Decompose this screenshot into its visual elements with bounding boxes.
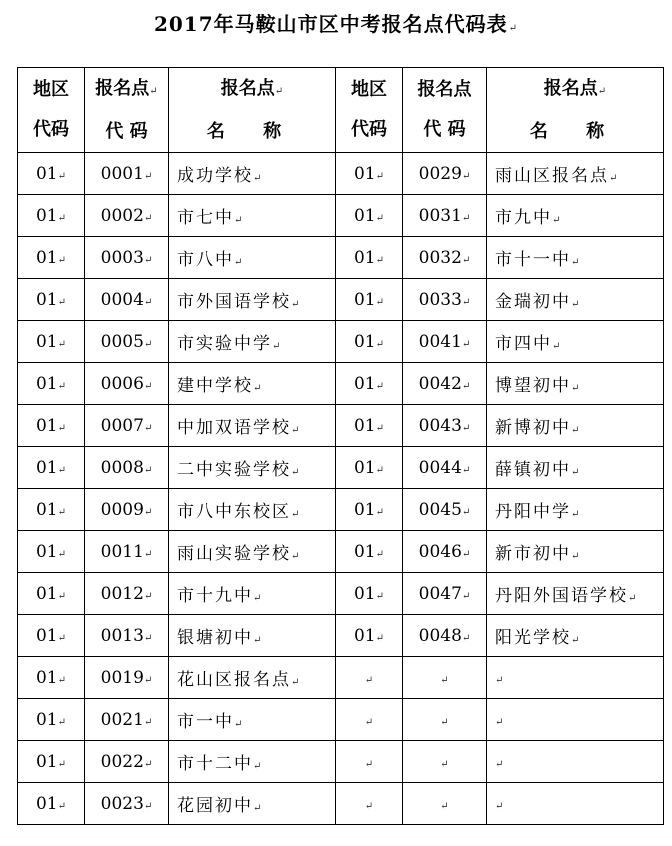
paragraph-mark-icon: ↵	[461, 254, 471, 266]
left-name-cell: 市十二中↵	[169, 741, 336, 783]
paragraph-mark-icon: ↵	[461, 590, 471, 602]
paragraph-mark-icon: ↵	[375, 338, 385, 350]
header-site-code: 报名点↵ 代 码	[85, 68, 169, 153]
paragraph-mark-icon: ↵	[291, 425, 300, 436]
paragraph-mark-icon: ↵	[571, 299, 580, 310]
paragraph-mark-icon: ↵	[628, 593, 637, 604]
paragraph-mark-icon: ↵	[440, 716, 449, 728]
left-region-cell: 01↵	[18, 531, 85, 573]
left-name-cell: 市实验中学↵	[169, 321, 336, 363]
paragraph-mark-icon: ↵	[571, 509, 580, 520]
registration-code-table	[17, 67, 664, 825]
paragraph-mark-icon: ↵	[57, 800, 67, 812]
right-code-cell: 0029↵	[403, 153, 487, 195]
paragraph-mark-icon: ↵	[57, 380, 67, 392]
paragraph-mark-icon: ↵	[440, 800, 449, 812]
paragraph-mark-icon: ↵	[57, 716, 67, 728]
left-code-cell: 0008↵	[85, 447, 169, 489]
left-code-cell: 0007↵	[85, 405, 169, 447]
paragraph-mark-icon: ↵	[461, 422, 471, 434]
paragraph-mark-icon: ↵	[609, 173, 618, 184]
left-region-cell: 01↵	[18, 405, 85, 447]
paragraph-mark-icon: ↵	[461, 632, 471, 644]
right-region-cell: 01↵	[336, 447, 403, 489]
paragraph-mark-icon: ↵	[234, 719, 243, 730]
paragraph-mark-icon: ↵	[571, 425, 580, 436]
right-name-cell: 市九中↵	[487, 195, 664, 237]
left-region-cell: 01↵	[18, 237, 85, 279]
table-row	[18, 489, 664, 531]
table-row	[18, 531, 664, 573]
left-code-cell: 0022↵	[85, 741, 169, 783]
left-code-cell: 0002↵	[85, 195, 169, 237]
right-region-cell	[336, 783, 403, 825]
right-name-cell: 薛镇初中↵	[487, 447, 664, 489]
left-code-cell: 0012↵	[85, 573, 169, 615]
paragraph-mark-icon: ↵	[375, 590, 385, 602]
right-region-cell: 01↵	[336, 195, 403, 237]
paragraph-mark-icon: ↵	[571, 383, 580, 394]
table-row	[18, 153, 664, 195]
paragraph-mark-icon: ↵	[143, 338, 153, 350]
paragraph-mark-icon: ↵	[364, 758, 374, 770]
paragraph-mark-icon: ↵	[495, 800, 504, 812]
right-name-cell: 市四中↵	[487, 321, 664, 363]
left-code-cell: 0009↵	[85, 489, 169, 531]
paragraph-mark-icon: ↵	[495, 716, 504, 728]
left-region-cell: 01↵	[18, 195, 85, 237]
paragraph-mark-icon: ↵	[253, 635, 262, 646]
left-region-cell: 01↵	[18, 783, 85, 825]
table-row	[18, 279, 664, 321]
paragraph-mark-icon: ↵	[143, 464, 153, 476]
left-region-cell: 01↵	[18, 447, 85, 489]
left-region-cell: 01↵	[18, 699, 85, 741]
left-code-cell: 0021↵	[85, 699, 169, 741]
paragraph-mark-icon: ↵	[375, 548, 385, 560]
paragraph-mark-icon: ↵	[375, 170, 385, 182]
right-region-cell: 01↵	[336, 279, 403, 321]
left-name-cell: 花山区报名点↵	[169, 657, 336, 699]
paragraph-mark-icon: ↵	[508, 23, 519, 34]
right-code-cell: 0047↵	[403, 573, 487, 615]
right-region-cell: 01↵	[336, 615, 403, 657]
table-row	[18, 657, 664, 699]
right-code-cell: 0031↵	[403, 195, 487, 237]
paragraph-mark-icon: ↵	[143, 422, 153, 434]
paragraph-mark-icon: ↵	[461, 506, 471, 518]
paragraph-mark-icon: ↵	[57, 590, 67, 602]
table-row	[18, 741, 664, 783]
right-region-cell: 01↵	[336, 531, 403, 573]
left-region-cell: 01↵	[18, 489, 85, 531]
left-region-cell: 01↵	[18, 573, 85, 615]
right-name-cell: 丹阳外国语学校↵	[487, 573, 664, 615]
right-name-cell	[487, 783, 664, 825]
paragraph-mark-icon: ↵	[143, 674, 153, 686]
right-name-cell: 金瑞初中↵	[487, 279, 664, 321]
left-region-cell: 01↵	[18, 153, 85, 195]
right-code-cell	[403, 699, 487, 741]
left-code-cell: 0013↵	[85, 615, 169, 657]
paragraph-mark-icon: ↵	[375, 506, 385, 518]
right-region-cell: 01↵	[336, 489, 403, 531]
paragraph-mark-icon: ↵	[375, 212, 385, 224]
paragraph-mark-icon: ↵	[440, 758, 449, 770]
right-name-cell: 新博初中↵	[487, 405, 664, 447]
paragraph-mark-icon: ↵	[552, 341, 561, 352]
paragraph-mark-icon: ↵	[143, 716, 153, 728]
paragraph-mark-icon: ↵	[571, 257, 580, 268]
paragraph-mark-icon: ↵	[57, 212, 67, 224]
paragraph-mark-icon: ↵	[253, 593, 262, 604]
left-name-cell: 市十九中↵	[169, 573, 336, 615]
table-row	[18, 447, 664, 489]
paragraph-mark-icon: ↵	[461, 380, 471, 392]
left-code-cell: 0001↵	[85, 153, 169, 195]
header-site-name: 报名点↵ 名 称	[169, 68, 336, 153]
left-name-cell: 市一中↵	[169, 699, 336, 741]
paragraph-mark-icon: ↵	[571, 635, 580, 646]
paragraph-mark-icon: ↵	[291, 467, 300, 478]
left-name-cell: 建中学校↵	[169, 363, 336, 405]
paragraph-mark-icon: ↵	[143, 380, 153, 392]
paragraph-mark-icon: ↵	[57, 254, 67, 266]
paragraph-mark-icon: ↵	[375, 632, 385, 644]
right-name-cell	[487, 699, 664, 741]
right-code-cell: 0046↵	[403, 531, 487, 573]
left-region-cell: 01↵	[18, 741, 85, 783]
paragraph-mark-icon: ↵	[143, 800, 153, 812]
left-name-cell: 中加双语学校↵	[169, 405, 336, 447]
paragraph-mark-icon: ↵	[291, 299, 300, 310]
right-code-cell: 0043↵	[403, 405, 487, 447]
paragraph-mark-icon: ↵	[143, 170, 153, 182]
paragraph-mark-icon: ↵	[375, 464, 385, 476]
right-code-cell: 0033↵	[403, 279, 487, 321]
table-row	[18, 615, 664, 657]
table-header-row	[18, 68, 664, 153]
left-name-cell: 市七中↵	[169, 195, 336, 237]
right-code-cell: 0032↵	[403, 237, 487, 279]
paragraph-mark-icon: ↵	[57, 422, 67, 434]
right-code-cell: 0048↵	[403, 615, 487, 657]
paragraph-mark-icon: ↵	[57, 674, 67, 686]
paragraph-mark-icon: ↵	[57, 506, 67, 518]
paragraph-mark-icon: ↵	[461, 212, 471, 224]
right-code-cell	[403, 741, 487, 783]
paragraph-mark-icon: ↵	[143, 590, 153, 602]
header-region-code: 地区 代码	[18, 68, 85, 153]
document-title	[0, 8, 672, 37]
paragraph-mark-icon: ↵	[461, 170, 471, 182]
paragraph-mark-icon: ↵	[57, 338, 67, 350]
right-region-cell	[336, 699, 403, 741]
table-row	[18, 321, 664, 363]
paragraph-mark-icon: ↵	[571, 467, 580, 478]
paragraph-mark-icon: ↵	[253, 173, 262, 184]
paragraph-mark-icon: ↵	[291, 551, 300, 562]
right-region-cell	[336, 657, 403, 699]
paragraph-mark-icon: ↵	[375, 422, 385, 434]
paragraph-mark-icon: ↵	[234, 215, 243, 226]
paragraph-mark-icon: ↵	[253, 383, 262, 394]
table-row	[18, 699, 664, 741]
paragraph-mark-icon: ↵	[291, 677, 300, 688]
left-name-cell: 雨山实验学校↵	[169, 531, 336, 573]
paragraph-mark-icon: ↵	[143, 548, 153, 560]
table-row	[18, 195, 664, 237]
right-name-cell: 雨山区报名点↵	[487, 153, 664, 195]
paragraph-mark-icon: ↵	[461, 464, 471, 476]
paragraph-mark-icon: ↵	[143, 254, 153, 266]
header-region-code: 地区 代码	[336, 68, 403, 153]
paragraph-mark-icon: ↵	[57, 632, 67, 644]
right-name-cell: 市十一中↵	[487, 237, 664, 279]
paragraph-mark-icon: ↵	[253, 803, 262, 814]
table-row	[18, 363, 664, 405]
header-site-name: 报名点↵ 名 称	[487, 68, 664, 153]
paragraph-mark-icon: ↵	[143, 506, 153, 518]
right-region-cell	[336, 741, 403, 783]
right-code-cell: 0041↵	[403, 321, 487, 363]
table-row	[18, 783, 664, 825]
paragraph-mark-icon: ↵	[57, 758, 67, 770]
paragraph-mark-icon: ↵	[364, 800, 374, 812]
left-code-cell: 0006↵	[85, 363, 169, 405]
right-name-cell: 阳光学校↵	[487, 615, 664, 657]
left-code-cell: 0004↵	[85, 279, 169, 321]
right-name-cell	[487, 657, 664, 699]
paragraph-mark-icon: ↵	[291, 509, 300, 520]
right-name-cell: 博望初中↵	[487, 363, 664, 405]
right-name-cell: 新市初中↵	[487, 531, 664, 573]
paragraph-mark-icon: ↵	[272, 341, 281, 352]
right-region-cell: 01↵	[336, 153, 403, 195]
left-name-cell: 银塘初中↵	[169, 615, 336, 657]
paragraph-mark-icon: ↵	[552, 215, 561, 226]
paragraph-mark-icon: ↵	[461, 338, 471, 350]
table-row	[18, 237, 664, 279]
paragraph-mark-icon: ↵	[375, 254, 385, 266]
right-region-cell: 01↵	[336, 363, 403, 405]
paragraph-mark-icon: ↵	[143, 212, 153, 224]
document-title-text: 2017年马鞍山市区中考报名点代码表	[153, 12, 508, 36]
left-code-cell: 0003↵	[85, 237, 169, 279]
paragraph-mark-icon: ↵	[375, 380, 385, 392]
right-code-cell	[403, 783, 487, 825]
paragraph-mark-icon: ↵	[495, 758, 504, 770]
left-code-cell: 0019↵	[85, 657, 169, 699]
paragraph-mark-icon: ↵	[57, 548, 67, 560]
paragraph-mark-icon: ↵	[495, 674, 504, 686]
paragraph-mark-icon: ↵	[143, 758, 153, 770]
left-name-cell: 花园初中↵	[169, 783, 336, 825]
paragraph-mark-icon: ↵	[234, 257, 243, 268]
paragraph-mark-icon: ↵	[571, 551, 580, 562]
left-region-cell: 01↵	[18, 615, 85, 657]
left-region-cell: 01↵	[18, 321, 85, 363]
left-name-cell: 成功学校↵	[169, 153, 336, 195]
left-name-cell: 市八中↵	[169, 237, 336, 279]
right-code-cell: 0044↵	[403, 447, 487, 489]
right-name-cell	[487, 741, 664, 783]
paragraph-mark-icon: ↵	[57, 464, 67, 476]
right-code-cell: 0042↵	[403, 363, 487, 405]
left-code-cell: 0005↵	[85, 321, 169, 363]
table-row	[18, 405, 664, 447]
right-region-cell: 01↵	[336, 573, 403, 615]
right-region-cell: 01↵	[336, 405, 403, 447]
right-code-cell: 0045↵	[403, 489, 487, 531]
left-name-cell: 市外国语学校↵	[169, 279, 336, 321]
left-code-cell: 0011↵	[85, 531, 169, 573]
right-region-cell: 01↵	[336, 237, 403, 279]
paragraph-mark-icon: ↵	[461, 548, 471, 560]
paragraph-mark-icon: ↵	[143, 296, 153, 308]
left-name-cell: 市八中东校区↵	[169, 489, 336, 531]
paragraph-mark-icon: ↵	[440, 674, 449, 686]
paragraph-mark-icon: ↵	[143, 632, 153, 644]
paragraph-mark-icon: ↵	[364, 674, 374, 686]
left-region-cell: 01↵	[18, 363, 85, 405]
table-row	[18, 573, 664, 615]
paragraph-mark-icon: ↵	[461, 296, 471, 308]
left-code-cell: 0023↵	[85, 783, 169, 825]
header-site-code: 报名点 代 码	[403, 68, 487, 153]
left-region-cell: 01↵	[18, 279, 85, 321]
paragraph-mark-icon: ↵	[364, 716, 374, 728]
right-code-cell	[403, 657, 487, 699]
left-region-cell: 01↵	[18, 657, 85, 699]
paragraph-mark-icon: ↵	[253, 761, 262, 772]
right-region-cell: 01↵	[336, 321, 403, 363]
left-name-cell: 二中实验学校↵	[169, 447, 336, 489]
right-name-cell: 丹阳中学↵	[487, 489, 664, 531]
paragraph-mark-icon: ↵	[375, 296, 385, 308]
paragraph-mark-icon: ↵	[57, 170, 67, 182]
paragraph-mark-icon: ↵	[57, 296, 67, 308]
